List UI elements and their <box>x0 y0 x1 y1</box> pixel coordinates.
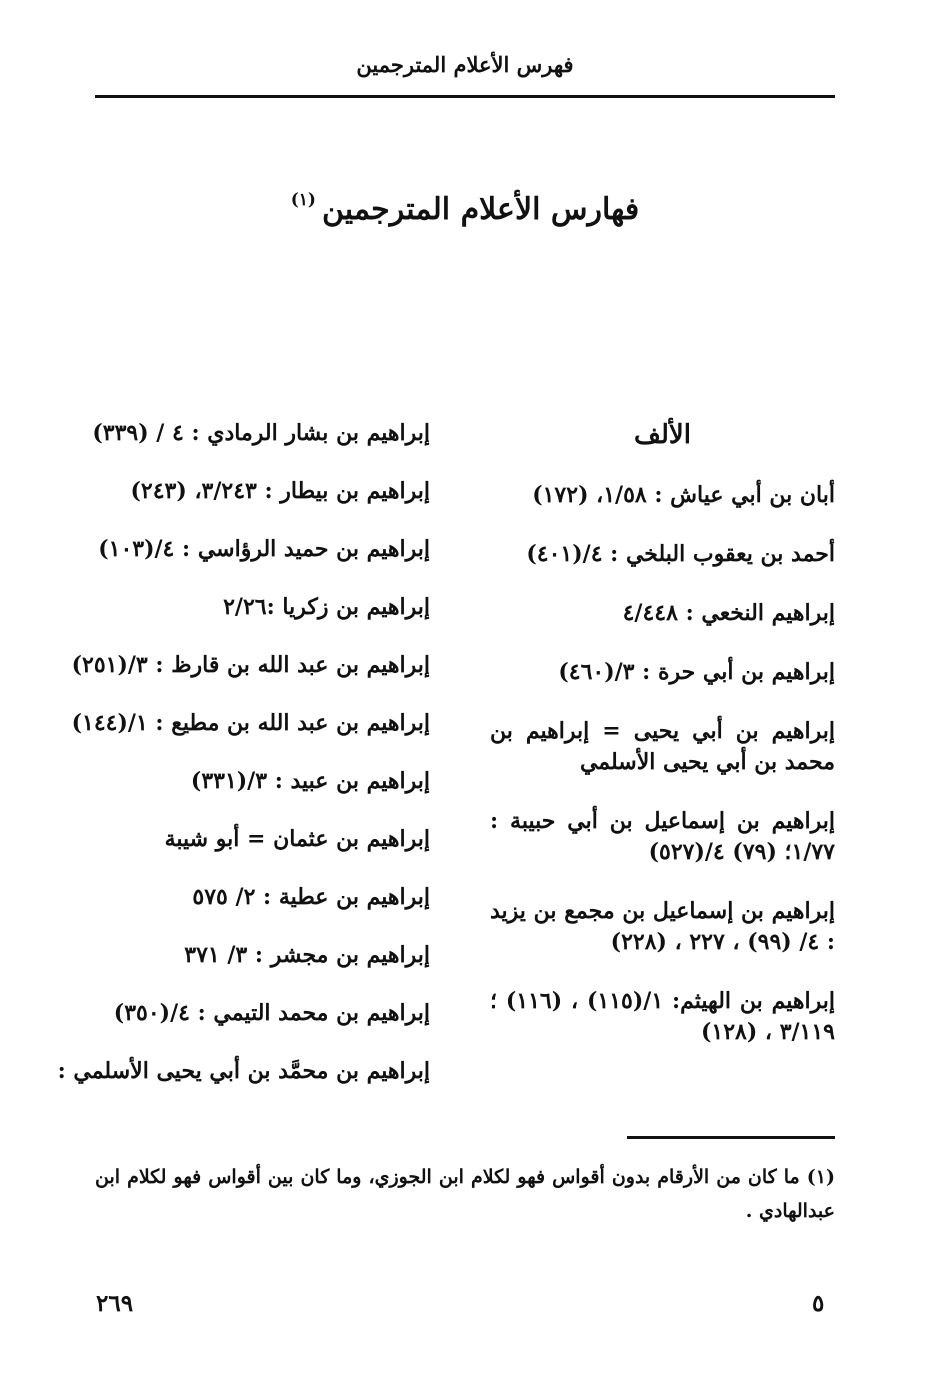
page-title-text: فهارس الأعلام المترجمين <box>321 192 640 227</box>
index-entry: إبراهيم بن حميد الرؤاسي : ٤/(١٠٣) <box>98 536 430 562</box>
index-entry: إبراهيم بن عبيد : ٣/(٣٣١) <box>190 768 430 794</box>
page-number: ٢٦٩ <box>96 1290 134 1317</box>
index-entry: إبراهيم بن بيطار : ٣/٢٤٣، (٢٤٣) <box>130 478 430 504</box>
section-heading: الألف <box>634 420 691 450</box>
index-entry: إبراهيم بن مجشر : ٣/ ٣٧١ <box>184 942 430 968</box>
header-rule <box>95 95 835 98</box>
title-footnote-marker: (١) <box>290 190 316 210</box>
index-entry: إبراهيم بن محمَّد بن أبي يحيى الأسلمي : <box>57 1058 430 1084</box>
index-entry: إبراهيم بن إسماعيل بن أبي حبيبة : ١/٧٧؛ (٧٩) ٤/(٥٢٧) <box>490 808 835 865</box>
index-entry: إبراهيم بن عطية : ٢/ ٥٧٥ <box>192 884 430 910</box>
index-entry: إبراهيم بن عبد الله بن مطيع : ١/(١٤٤) <box>71 710 430 736</box>
footnote-rule <box>627 1136 835 1139</box>
index-entry: إبراهيم النخعي : ٤/٤٤٨ <box>622 600 835 626</box>
index-entry: إبراهيم بن محمد التيمي : ٤/(٣٥٠) <box>113 1000 430 1026</box>
right-column <box>490 418 835 1076</box>
index-entry: إبراهيم بن عثمان = أبو شيبة <box>164 826 430 852</box>
index-entry: أحمد بن يعقوب البلخي : ٤/(٤٠١) <box>526 541 835 567</box>
index-entry: إبراهيم بن عبد الله بن قارظ : ٣/(٢٥١) <box>71 652 430 678</box>
signature-mark: ٥ <box>812 1290 825 1317</box>
page-title <box>95 190 835 227</box>
left-column <box>57 418 430 1114</box>
index-entry: إبراهيم بن بشار الرمادي : ٤ / (٣٣٩) <box>92 420 430 446</box>
index-entry: إبراهيم بن الهيثم: ١/(١١٥) ، (١١٦) ؛ ٣/١١٩ ، (١٢٨) <box>490 988 835 1045</box>
index-entry: إبراهيم بن أبي حرة : ٣/(٤٦٠) <box>558 659 835 685</box>
index-entry: إبراهيم بن زكريا :٢/٢٦ <box>223 594 430 620</box>
running-head: فهرس الأعلام المترجمين <box>356 52 574 77</box>
index-entry: إبراهيم بن إسماعيل بن مجمع بن يزيد : ٤/ (٩٩) ، ٢٢٧ ، (٢٢٨) <box>490 898 835 955</box>
index-entry: إبراهيم بن أبي يحيى = إبراهيم بن محمد بن أبي يحيى الأسلمي <box>490 718 835 775</box>
footnote: (١) ما كان من الأرقام بدون أقواس فهو لكلام ابن الجوزي، وما كان بين أقواس فهو لكلام ابن عبدالهادي . <box>95 1166 835 1222</box>
index-entry: أبان بن أبي عياش : ١/٥٨، (١٧٢) <box>532 482 835 508</box>
